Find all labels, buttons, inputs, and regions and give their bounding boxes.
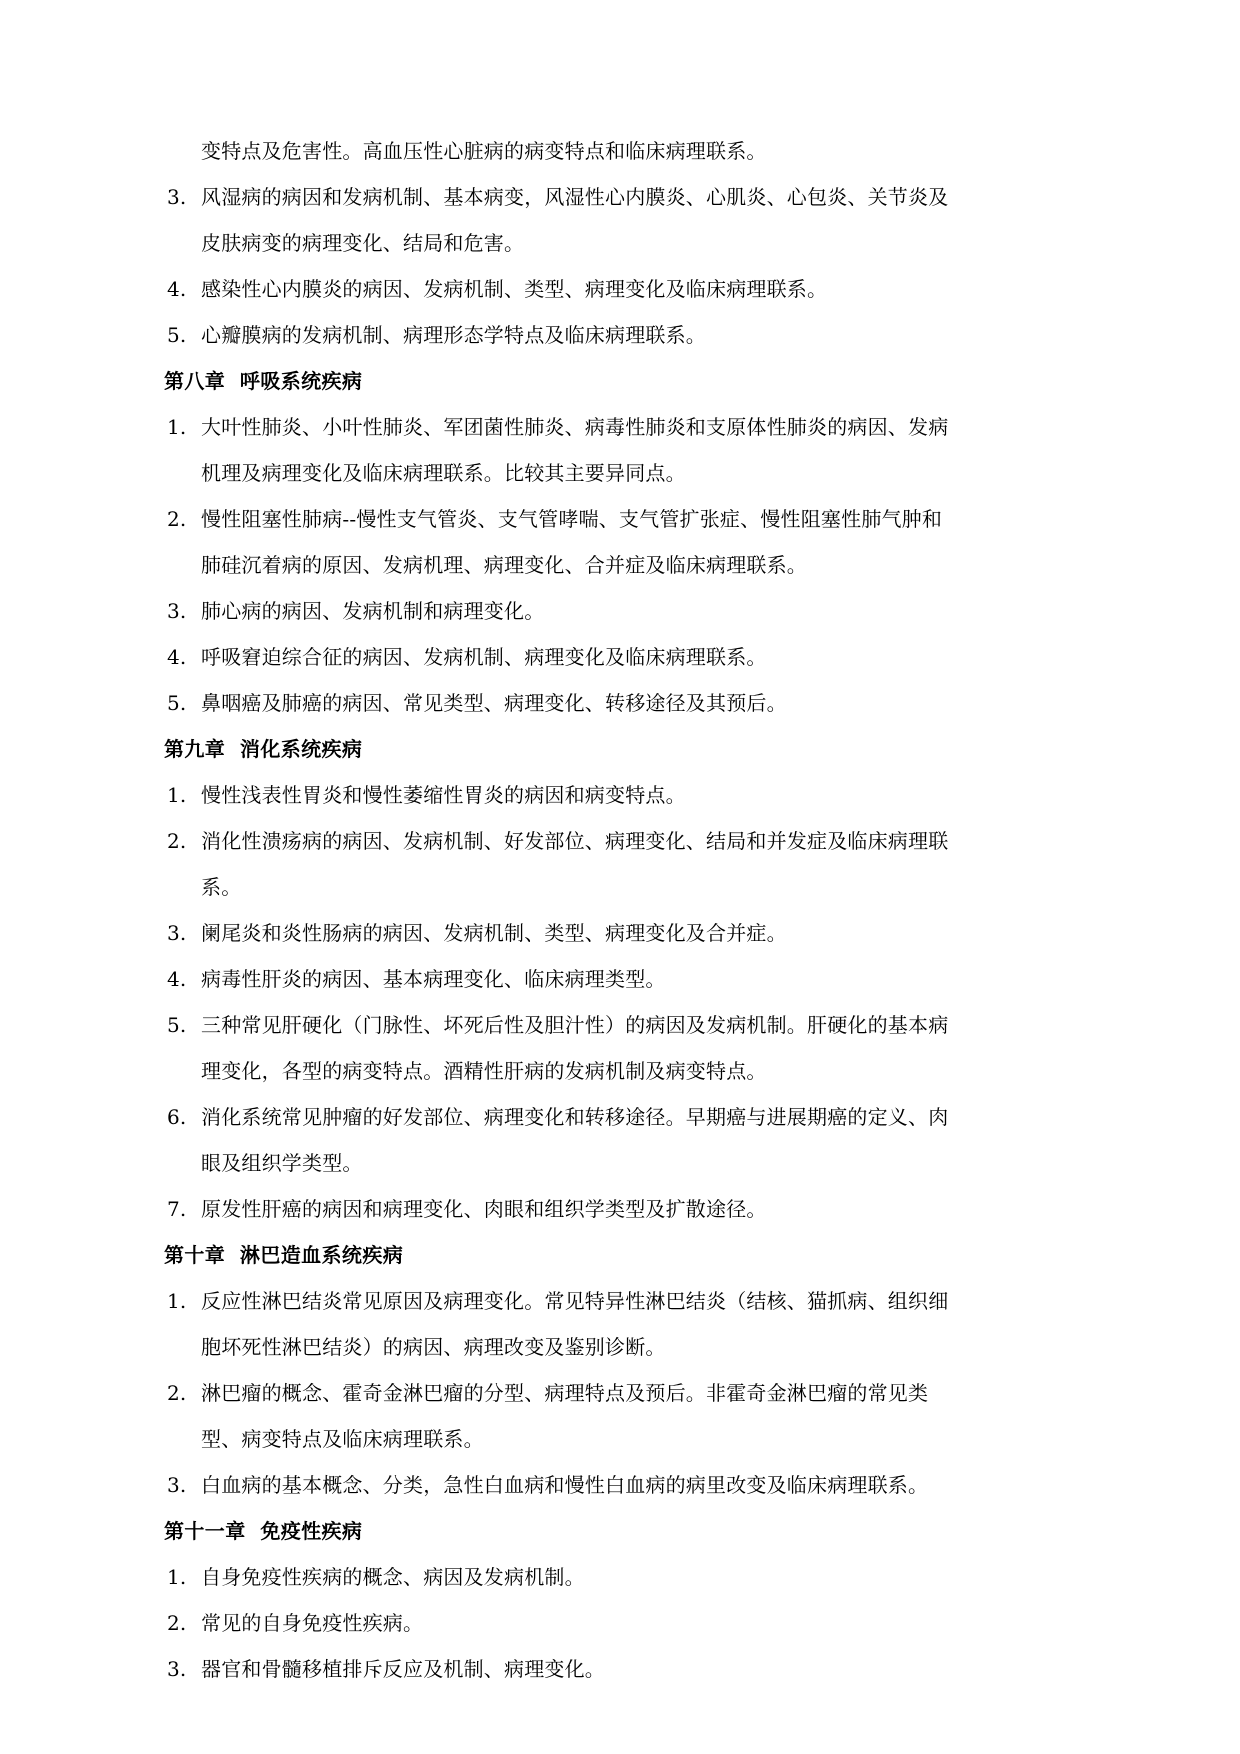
list-item <box>164 634 954 680</box>
list-item-number: 1. <box>167 415 187 439</box>
list-item <box>164 818 954 910</box>
list-item <box>164 496 954 588</box>
chapter-heading: 第八章 呼吸系统疾病 <box>164 369 363 393</box>
list-item <box>164 680 954 726</box>
list-item-text: 消化系统常见肿瘤的好发部位、病理变化和转移途径。早期癌与进展期癌的定义、肉眼及组织学类型。 <box>201 1105 949 1175</box>
list-item-number: 2. <box>167 507 187 531</box>
list-item <box>164 588 954 634</box>
list-item-number: 1. <box>167 783 187 807</box>
list-item-text: 感染性心内膜炎的病因、发病机制、类型、病理变化及临床病理联系。 <box>201 277 828 301</box>
list-item <box>164 174 954 266</box>
list-item-text: 淋巴瘤的概念、霍奇金淋巴瘤的分型、病理特点及预后。非霍奇金淋巴瘤的常见类型、病变特点及临床病理联系。 <box>201 1381 929 1451</box>
list-item <box>164 404 954 496</box>
list-item-number: 6. <box>167 1105 187 1129</box>
list-item <box>164 1278 954 1370</box>
list-item-number: 1. <box>167 1565 187 1589</box>
list-item <box>164 910 954 956</box>
list-item <box>164 1646 954 1692</box>
chapter-heading: 第九章 消化系统疾病 <box>164 737 363 761</box>
list-item-text: 心瓣膜病的发病机制、病理形态学特点及临床病理联系。 <box>201 323 706 347</box>
list-item-text: 慢性浅表性胃炎和慢性萎缩性胃炎的病因和病变特点。 <box>201 783 686 807</box>
list-item-text: 反应性淋巴结炎常见原因及病理变化。常见特异性淋巴结炎（结核、猫抓病、组织细胞坏死性淋巴结炎）的病因、病理改变及鉴别诊断。 <box>201 1289 949 1359</box>
list-item-text: 消化性溃疡病的病因、发病机制、好发部位、病理变化、结局和并发症及临床病理联系。 <box>201 829 949 899</box>
list-item-number: 2. <box>167 1611 187 1635</box>
list-item-text: 肺心病的病因、发病机制和病理变化。 <box>201 599 545 623</box>
list-item-text: 慢性阻塞性肺病--慢性支气管炎、支气管哮喘、支气管扩张症、慢性阻塞性肺气肿和肺硅沉着病的原因、发病机理、病理变化、合并症及临床病理联系。 <box>201 507 943 577</box>
list-item-text: 呼吸窘迫综合征的病因、发病机制、病理变化及临床病理联系。 <box>201 645 767 669</box>
list-item-text: 大叶性肺炎、小叶性肺炎、军团菌性肺炎、病毒性肺炎和支原体性肺炎的病因、发病机理及病理变化及临床病理联系。比较其主要异同点。 <box>201 415 949 485</box>
list-item <box>164 1462 954 1508</box>
list-item-number: 4. <box>167 645 187 669</box>
list-item-text: 病毒性肝炎的病因、基本病理变化、临床病理类型。 <box>201 967 666 991</box>
list-item <box>164 1002 954 1094</box>
paragraph-continuation: 变特点及危害性。高血压性心脏病的病变特点和临床病理联系。 <box>201 139 767 163</box>
list-item-text: 原发性肝癌的病因和病理变化、肉眼和组织学类型及扩散途径。 <box>201 1197 767 1221</box>
list-item-text: 阑尾炎和炎性肠病的病因、发病机制、类型、病理变化及合并症。 <box>201 921 787 945</box>
list-item <box>164 772 954 818</box>
chapter-heading: 第十一章 免疫性疾病 <box>164 1519 363 1543</box>
list-item-text: 器官和骨髓移植排斥反应及机制、病理变化。 <box>201 1657 605 1681</box>
list-item-number: 7. <box>167 1197 187 1221</box>
list-item-number: 3. <box>167 1657 187 1681</box>
list-item-text: 白血病的基本概念、分类，急性白血病和慢性白血病的病里改变及临床病理联系。 <box>201 1473 929 1497</box>
list-item-number: 4. <box>167 967 187 991</box>
list-item-text: 鼻咽癌及肺癌的病因、常见类型、病理变化、转移途径及其预后。 <box>201 691 787 715</box>
list-item-number: 4. <box>167 277 187 301</box>
list-item <box>164 1370 954 1462</box>
list-item <box>164 956 954 1002</box>
list-item-number: 3. <box>167 1473 187 1497</box>
list-item <box>164 1186 954 1232</box>
list-item-number: 3. <box>167 185 187 209</box>
chapter-heading: 第十章 淋巴造血系统疾病 <box>164 1243 404 1267</box>
list-item-number: 3. <box>167 921 187 945</box>
list-item-text: 三种常见肝硬化（门脉性、坏死后性及胆汁性）的病因及发病机制。肝硬化的基本病理变化，各型的病变特点。酒精性肝病的发病机制及病变特点。 <box>201 1013 949 1083</box>
list-item <box>164 266 954 312</box>
list-item-text: 风湿病的病因和发病机制、基本病变，风湿性心内膜炎、心肌炎、心包炎、关节炎及皮肤病变的病理变化、结局和危害。 <box>201 185 949 255</box>
list-item <box>164 1554 954 1600</box>
list-item-number: 5. <box>167 691 187 715</box>
list-item-text: 常见的自身免疫性疾病。 <box>201 1611 424 1635</box>
list-item-number: 2. <box>167 829 187 853</box>
list-item <box>164 312 954 358</box>
list-item-number: 1. <box>167 1289 187 1313</box>
list-item-text: 自身免疫性疾病的概念、病因及发病机制。 <box>201 1565 585 1589</box>
list-item <box>164 1600 954 1646</box>
document-body <box>164 128 954 1692</box>
list-item-number: 3. <box>167 599 187 623</box>
list-item-number: 5. <box>167 323 187 347</box>
list-item-number: 5. <box>167 1013 187 1037</box>
list-item-number: 2. <box>167 1381 187 1405</box>
list-item <box>164 1094 954 1186</box>
